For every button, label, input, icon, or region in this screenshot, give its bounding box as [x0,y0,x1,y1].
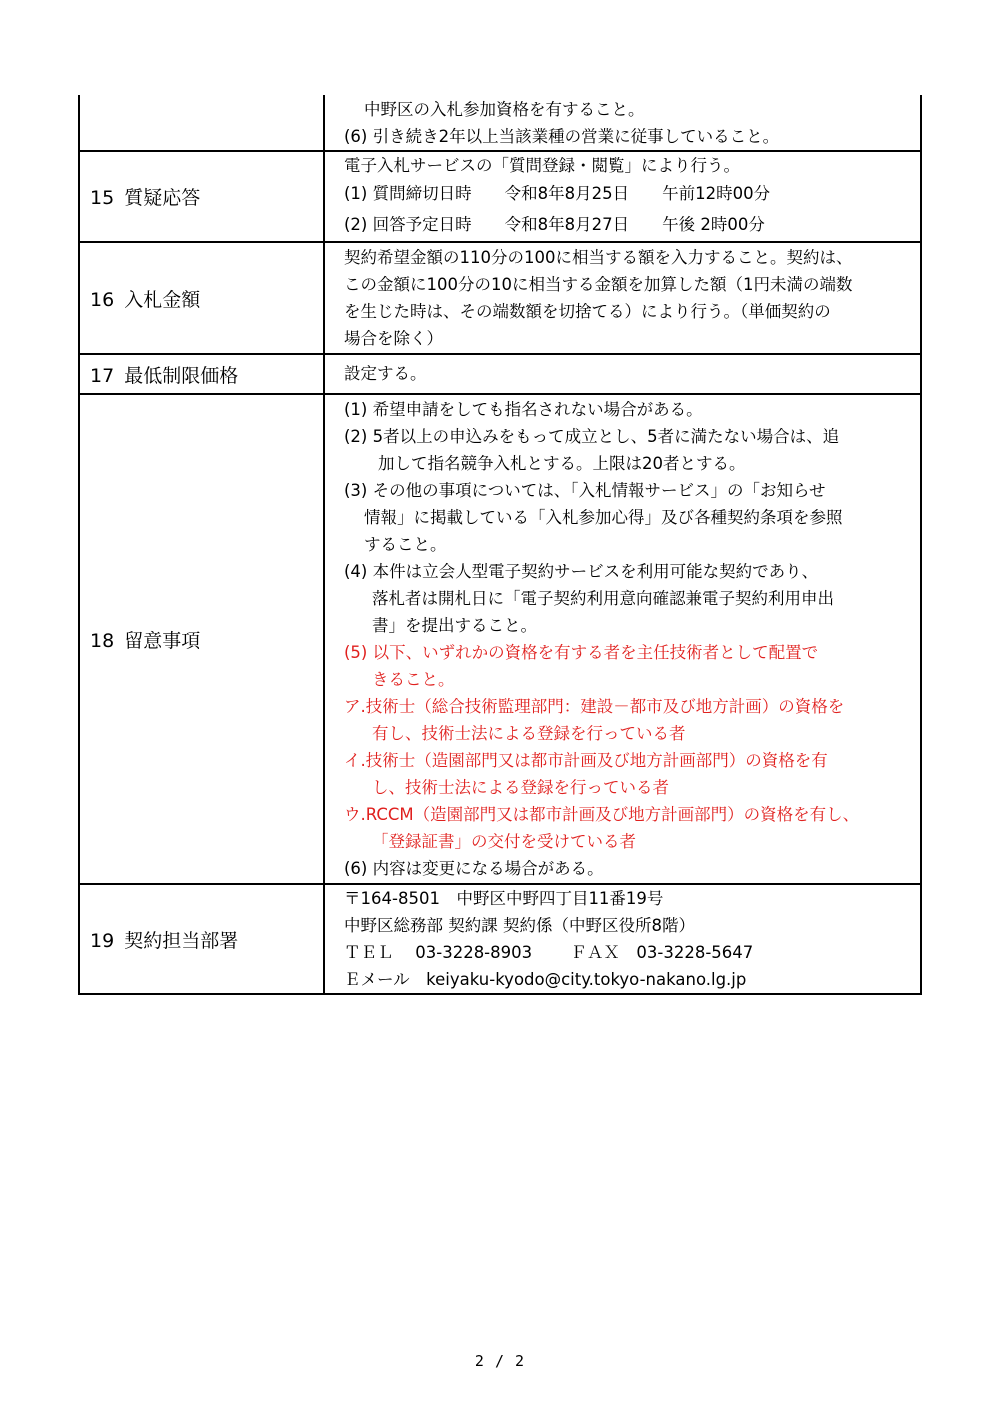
content-line: (3) その他の事項については、「入札情報サービス」の「お知らせ [344,481,826,500]
row-label: 質疑応答 [124,187,201,209]
row-number: 15 [90,187,115,209]
content-line: 契約希望金額の110分の100に相当する額を入力すること。契約は、 [344,248,853,267]
content-line: 加して指名競争入札とする。上限は20者とする。 [378,454,746,473]
table-row-17 [79,354,921,394]
row-content-cell [324,884,921,994]
row-number: 16 [90,288,115,311]
row-label-cell [79,242,324,354]
row-label-cell [79,394,324,884]
row-label: 入札金額 [124,288,201,311]
row-number: 19 [90,929,115,952]
row-content-cell [324,394,921,884]
row-content-cell [324,95,921,151]
table-row-15 [79,151,921,242]
row-content-cell [324,151,921,242]
row-content-cell [324,354,921,394]
department-name: 中野区総務部 契約課 契約係（中野区役所8階） [344,916,695,935]
content-line: 落札者は開札日に「電子契約利用意向確認兼電子契約利用申出 [372,589,834,608]
content-line: (2) 回答予定日時 令和8年8月27日 午後 2時00分 [344,215,765,234]
content-line: (4) 本件は立会人型電子契約サービスを利用可能な契約であり、 [344,562,819,581]
content-line: 電子入札サービスの「質問登録・閲覧」により行う。 [344,156,740,175]
content-line: を生じた時は、その端数額を切捨てる）により行う。（単価契約の [344,302,831,321]
highlighted-line: 有し、技術士法による登録を行っている者 [372,724,686,743]
highlighted-line: し、技術士法による登録を行っている者 [372,778,669,797]
phone-fax: ＴＥＬ 03-3228-8903 ＦＡＸ 03-3228-5647 [344,943,754,962]
row-label: 契約担当部署 [124,929,239,952]
content-line: 情報」に掲載している「入札参加心得」及び各種契約条項を参照 [364,508,843,527]
content-line: 中野区の入札参加資格を有すること。 [364,99,645,119]
row-content-cell [324,242,921,354]
postal-address: 〒164-8501 中野区中野四丁目11番19号 [344,889,664,908]
content-line: (1) 質問締切日時 令和8年8月25日 午前12時00分 [344,184,771,203]
table-row-19 [79,884,921,994]
highlighted-line: ウ.RCCM（造園部門又は都市計画及び地方計画部門）の資格を有し、 [344,805,860,824]
row-number: 18 [90,629,115,652]
row-label-cell [79,151,324,242]
content-line: 書」を提出すること。 [372,616,537,635]
content-line: (2) 5者以上の申込みをもって成立とし、5者に満たない場合は、追 [344,427,840,446]
document-table [78,95,922,995]
table-row-18 [79,394,921,884]
content-line: 場合を除く） [344,329,443,348]
content-line: (6) 引き続き2年以上当該業種の営業に従事していること。 [344,126,780,146]
highlighted-line: きること。 [372,670,455,689]
content-line: (1) 希望申請をしても指名されない場合がある。 [344,400,703,419]
row-label: 留意事項 [124,629,201,652]
table-row-continuation [79,95,921,151]
highlighted-line: ア.技術士（総合技術監理部門：建設－都市及び地方計画）の資格を [344,697,845,716]
highlighted-line: 「登録証書」の交付を受けている者 [372,832,636,851]
content-line: 設定する。 [344,364,427,383]
row-label: 最低制限価格 [124,364,239,387]
row-label-cell [79,884,324,994]
row-label-cell [79,95,324,151]
highlighted-line: イ.技術士（造園部門又は都市計画及び地方計画部門）の資格を有 [344,751,828,770]
content-line: (6) 内容は変更になる場合がある。 [344,859,604,878]
email-address: Ｅメール keiyaku-kyodo@city.tokyo-nakano.lg.jp [344,970,747,989]
row-number: 17 [90,364,115,387]
row-label-cell [79,354,324,394]
highlighted-line: (5) 以下、いずれかの資格を有する者を主任技術者として配置で [344,643,819,662]
content-line: すること。 [364,535,447,554]
table-row-16 [79,242,921,354]
content-line: この金額に100分の10に相当する金額を加算した額（1円未満の端数 [344,275,853,294]
page-number: 2 / 2 [474,1352,526,1370]
